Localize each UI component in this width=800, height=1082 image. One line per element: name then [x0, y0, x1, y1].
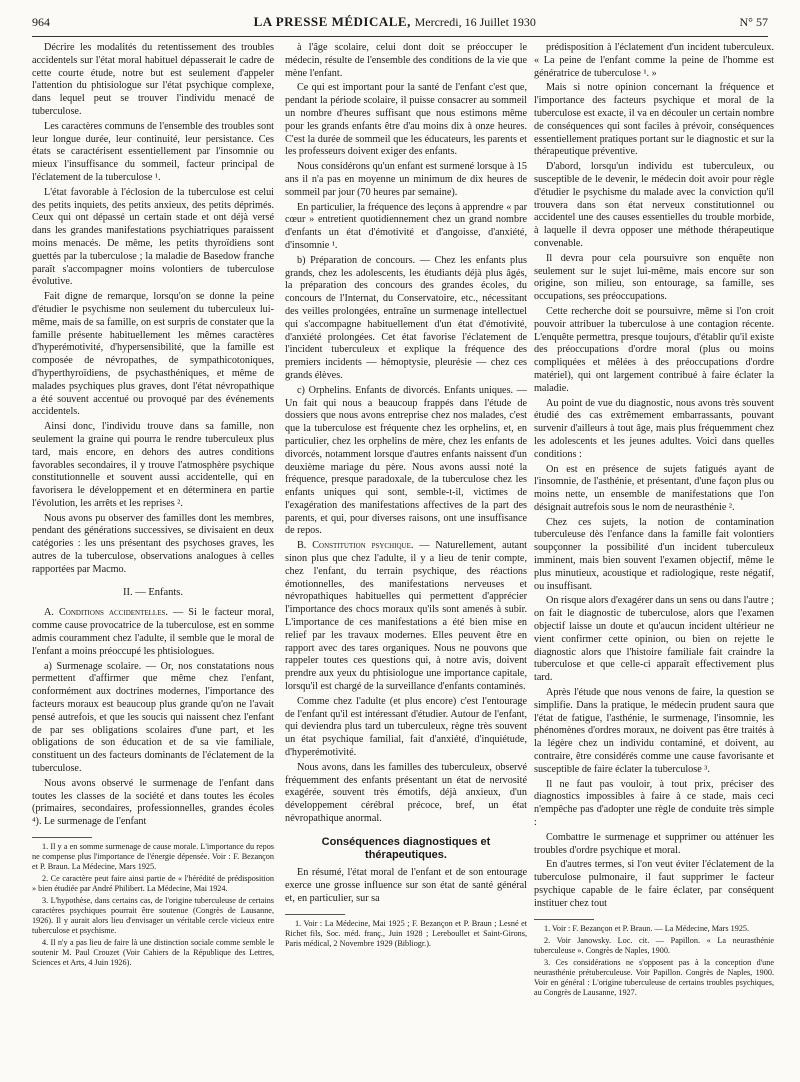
paragraph: Il ne faut pas vouloir, à tout prix, préciser des diagnostics impossibles à faire à ce stade, mais ceci n'empêche pas d'adopter une règle de conduite très simple :: [534, 778, 774, 829]
paragraph: Nous avons pu observer des familles dont les membres, pendant des générations successives, se divisaient en deux catégories : les uns présentant des psychoses graves, les autres de la tuberculose, observations analogues à celles rapportées par Macmo.: [32, 512, 274, 575]
journal-title: [254, 14, 536, 30]
paragraph: Nous considérons qu'un enfant est surmené lorsque à 15 ans il n'a pas en moyenne un minimum de dix heures de sommeil par jour (70 heures par semaine).: [285, 161, 527, 198]
paragraph-body: — Naturellement, autant sinon plus que chez l'adulte, il y a lieu de tenir compte, chez l'enfant, du terrain psychique, des réactions émotionnelles, des manifestations nerveuses et névropathiques habituelles qui permettent d'apprécier l'importance des chocs moraux qu'ils sont amenés à subir. L'importance de ces manifestations a été bien mise en relief par les travaux modernes. Elles peuvent être en rapport avec des tares organiques. Nous ne pouvons que rappeler toutes ces questions qui, à notre avis, doivent prendre aux yeux du phtisiologue une importance capitale, lorsqu'il est chargé de la surveillance d'enfants contaminés.: [285, 540, 527, 693]
paragraph: [285, 540, 527, 694]
paragraph: Nous avons observé le surmenage de l'enfant dans toutes les classes de la société et dans toutes les écoles (primaires, secondaires, professionnelles, grandes écoles ⁴). Le surmenage de l'enfant: [32, 777, 274, 828]
paragraph: Au point de vue du diagnostic, nous avons très souvent étudié des cas extrêmement embarrassants, pouvant survenir d'ailleurs à tout âge, mais plus fréquemment chez les adolescents et les jeunes adultes. Voici dans quelles conditions :: [534, 397, 774, 460]
paragraph: c) Orphelins. Enfants de divorcés. Enfants uniques. — Un fait qui nous a beaucoup frappés dans l'étude de dossiers que nous avons entreprise chez nos malades, c'est que la tuberculose est fréquente chez les orphelins, et, en particulier, chez les orphelins de mère, chez les enfants de divorcés, notamment lorsque d'autres enfants naissent d'un deuxième mariage du père. Nous avons aussi noté la fréquence, presque paradoxale, de la tuberculose chez les enfants uniques qui sont, semble-t-il, victimes de l'exagération des manifestations affectives de la part des parents, et qui, pour diverses raisons, ont une insuffisance de repos.: [285, 384, 527, 537]
footnote-rule: [534, 919, 594, 920]
paragraph: On est en présence de sujets fatigués ayant de l'insomnie, de l'asthénie, et présentant, d'une façon plus ou moins nette, un ensemble de manifestations que l'on désignait autrefois sous le nom de neurasthénie ².: [534, 463, 774, 513]
page-number: 964: [32, 15, 50, 29]
subsection-heading: Conséquences diagnostiques et thérapeutiques.: [321, 835, 491, 861]
paragraph: Comme chez l'adulte (et plus encore) c'est l'entourage de l'enfant qu'il est intéressant d'étudier. Autour de l'enfant, qui deviendra plus tard un tuberculeux, règne très souvent un état psychique familial, fait d'anxiété, d'inquiétude, d'hyperémotivité.: [285, 695, 527, 759]
footnote: 2. Voir Janowsky. Loc. cit. — Papillon. « La neurasthénie tuberculeuse ». Congrès de Naples, 1900.: [534, 935, 774, 955]
column-3: [534, 42, 774, 1068]
page-header: [32, 14, 768, 36]
paragraph: En particulier, la fréquence des leçons à apprendre « par cœur » entretient quotidiennement chez un grand nombre d'enfants un état d'émotivité et d'angoisse, d'anxiété, d'insomnie ¹.: [285, 201, 527, 251]
paragraph: Après l'étude que nous venons de faire, la question se simplifie. Dans la pratique, le médecin prudent saura que l'état de fatigue, l'asthénie, le surmenage, l'insomnie, les phénomènes d'ordres moraux, ne doivent pas être traités à la légère chez un individu contaminé, et doivent, au contraire, être considérés comme une cause favorisante et susceptible de faire éclater la tuberculose ³.: [534, 687, 774, 775]
footnote: 1. Voir : La Médecine, Mai 1925 ; F. Bezançon et P. Braun ; Lesné et Richet fils, Soc. méd. franç., Juin 1928 ; Lereboullet et Saint-Girons, Paris médical, 2 Novembre 1929 (Bibliogr.).: [285, 918, 527, 948]
paragraph-lead: B. Constitution psychique.: [297, 540, 414, 552]
column-1: [32, 42, 274, 1068]
issue-number: N° 57: [739, 15, 768, 29]
paragraph: Nous avons, dans les familles des tuberculeux, observé fréquemment des enfants présentant un état de nervosité exagérée, souvent très émotifs, déjà anxieux, d'un développement cérébral précoce, bref, un état névropathique anormal.: [285, 761, 527, 825]
footnote-rule: [32, 837, 92, 838]
paragraph: Ce qui est important pour la santé de l'enfant c'est que, pendant la période scolaire, il puisse consacrer au sommeil un nombre d'heures suffisant que nous estimons même pour les grands enfants être d'au moins dix à onze heures. C'est la durée de sommeil que les éducateurs, les parents et les professeurs doivent exiger des enfants.: [285, 82, 527, 158]
footnote: 1. Voir : F. Bezançon et P. Braun. — La Médecine, Mars 1925.: [544, 923, 750, 933]
paragraph: Fait digne de remarque, lorsqu'on se donne la peine d'étudier le psychisme non seulement du tuberculeux lui-même, mais de sa famille, on est surpris de constater que la famille présente habituellement les mêmes caractères d'hyperémotivité, d'hypersensibilité, que la famille est composée de névropathes, de sympathicotoniques, d'hyperthyroïdiens, de psychasthéniques, et même de malades psychiques plus graves, dont l'état névropathique a été souvent accentué ou provoqué par des événements accidentels.: [32, 291, 274, 418]
paragraph-body: — Si le facteur moral, comme cause provocatrice de la tuberculose, est en somme admis couramment chez l'adulte, il semble que le moral de l'enfant a moins préoccupé les phtisiologues.: [32, 607, 274, 657]
paragraph: Chez ces sujets, la notion de contamination tuberculeuse dès l'enfance dans la famille fait volontiers soupçonner la possibilité d'un incident tuberculeux imminent, mais bien souvent l'examen objectif, même le plus minutieux, acoustique et radiologique, reste négatif, ou insuffisant.: [534, 516, 774, 592]
footnote: 3. Ces considérations ne s'opposent pas à la conception d'une neurasthénie prétuberculeuse. Voir Papillon. Congrès de Naples, 1900. Voir en général : L'origine tuberculeuse de certains troubles psychiques, au Congrès de Lausanne, 1927.: [534, 957, 774, 997]
header-rule: [32, 36, 768, 37]
paragraph: L'état favorable à l'éclosion de la tuberculose est celui des petits inquiets, des petits anxieux, des petits déprimés. Ceux qui ont dépassé un certain stade et ont déjà versé dans les grandes manifestations psychiatriques paraissent moins menacés. De même, les petits thyroïdiens sont guettés par la tuberculose ; la maladie de Basedow franche paraît s'accompagner moins volontiers de tuberculose évolutive.: [32, 186, 274, 288]
paragraph: [32, 607, 274, 658]
paragraph: Décrire les modalités du retentissement des troubles accidentels sur l'état moral habituel dépasserait le cadre de cette courte étude, notre but est seulement d'appeler l'attention du phtisiologue sur l'état psychique complexe, dans lequel peut se trouver l'individu menacé de tuberculose.: [32, 42, 274, 117]
journal-name: LA PRESSE MÉDICALE,: [253, 14, 411, 29]
footnote-rule: [285, 914, 345, 915]
paragraph: a) Surmenage scolaire. — Or, nos constatations nous permettent d'affirmer que même chez l'enfant, conformément aux doctrines modernes, l'importance des facteurs moraux est beaucoup plus grande qu'on ne l'avait pensé autrefois, et que les soucis qui naissent chez l'enfant de par ses obligations scolaires d'une part, et les obligations de son éducation et de sa vie familiale, constituent un des facteurs dominants de l'éclatement de la tuberculose.: [32, 660, 274, 775]
column-2: [285, 42, 527, 1068]
issue-date: Mercredi, 16 Juillet 1930: [414, 15, 536, 29]
paragraph: Il devra pour cela poursuivre son enquête non seulement sur le sujet lui-même, mais encore sur son origine, son milieu, son entourage, sa famille, ses occupations, ses préoccupations.: [534, 252, 774, 303]
paragraph-lead: A. Conditions accidentelles.: [44, 607, 168, 619]
footnote: 3. L'hypothèse, dans certains cas, de l'origine tuberculeuse de certains caractères psychiques pourrait être soutenue (Congrès de Lausanne, 1926). Il y aurait alors lieu d'envisager un véritable cercle vicieux entre tuberculose et psychisme.: [32, 896, 274, 936]
paragraph: On risque alors d'exagérer dans un sens ou dans l'autre ; on fait le diagnostic de tuberculose, alors que l'examen objectif laisse un doute et qu'aucun incident ultérieur ne vient confirmer cette opinion, ou bien on rejette le diagnostic alors que l'histoire familiale fait craindre la tuberculose et que celle-ci apparaît effectivement plus tard.: [534, 595, 774, 684]
paragraph: En d'autres termes, si l'on veut éviter l'éclatement de la tuberculose pulmonaire, il faut supprimer le facteur psychique capable de le faire éclater, par conséquent instituer chez tout: [534, 859, 774, 909]
paragraph: Les caractères communs de l'ensemble des troubles sont leur longue durée, leur continuité, leur persistance. Ces états se caractérisent essentiellement par l'insomnie ou mieux l'insuffisance du sommeil, facteur principal de l'éclatement de la tuberculose ¹.: [32, 120, 274, 183]
paragraph: à l'âge scolaire, celui dont doit se préoccuper le médecin, résulte de l'ensemble des conditions de la vie que mène l'enfant.: [285, 42, 527, 79]
paragraph: En résumé, l'état moral de l'enfant et de son entourage exerce une grosse influence sur son état de santé général et, en particulier, sur sa: [285, 867, 527, 904]
section-heading: II. — Enfants.: [122, 586, 184, 598]
footnote: 4. Il n'y a pas lieu de faire là une distinction sociale comme semble le soutenir M. Paul Crouzet (Voir Cahiers de la République des Lettres, Sciences et Arts, 4 Juin 1926).: [32, 938, 274, 968]
paragraph: Ainsi donc, l'individu trouve dans sa famille, non seulement la graine qui pourra le rendre tuberculeux plus tard, mais encore, en dehors des autres conditions favorables secondaires, il y trouve l'atmosphère psychique constitutionnelle et souvent aussi accidentelle, qui en favorisera le développement et en déterminera en partie l'évolution, les arrêts et les reprises ².: [32, 421, 274, 509]
paragraph: b) Préparation de concours. — Chez les enfants plus grands, chez les adolescents, les étudiants déjà plus âgés, la préparation des concours des grandes écoles, du concours de l'Internat, du Conservatoire, etc., nécessitant des veilles prolongées, entraîne un surmenage intellectuel qui s'accompagne habituellement d'un état d'émotivité, d'anxiété prolongées. Cet état favorise l'éclatement de l'incident tuberculeux et explique la fréquence des premiers incidents — hémoptysie, pleurésie — chez ces grands élèves.: [285, 254, 527, 381]
footnote: 1. Il y a en somme surmenage de cause morale. L'importance du repos ne compense plus l'importance de l'énergie dépensée. Voir : F. Bezançon et P. Braun. La Médecine, Mars 1925.: [32, 842, 274, 872]
paragraph: prédisposition à l'éclatement d'un incident tuberculeux. « La peine de l'enfant comme la peine de l'homme est génératrice de tuberculose ¹. »: [534, 42, 774, 79]
paragraph: Combattre le surmenage et supprimer ou atténuer les troubles d'ordre psychique et moral.: [534, 831, 774, 856]
paragraph: Mais si notre opinion concernant la fréquence et l'importance des facteurs psychique et moral de la tuberculose est exacte, il va en découler un certain nombre de conséquences qui sont faciles à prévoir, conséquences essentiellement pratiques portant sur le diagnostic et sur la thérapeutique préventive.: [534, 82, 774, 158]
footnote: 2. Ce caractère peut faire ainsi partie de « l'hérédité de prédisposition » bien étudiée par André Philibert. La Médecine, Mai 1924.: [32, 874, 274, 894]
paragraph: D'abord, lorsqu'un individu est tuberculeux, ou susceptible de le devenir, le médecin doit avoir pour règle d'étudier le psychisme du malade avec la conviction qu'il trouvera dans son état nerveux constitutionnel ou accidentel une des causes essentielles du trouble morbide, à laquelle il devra opposer une méthode thérapeutique convenable.: [534, 161, 774, 249]
paragraph: Cette recherche doit se poursuivre, même si l'on croit pouvoir attribuer la tuberculose à une contagion récente. L'enquête permettra, presque toujours, d'établir qu'il existe des préoccupations d'ordre moral (plus ou moins compliquées et mêlées à des préoccupations d'ordre matériel), qui ont largement contribué à faire éclater la maladie.: [534, 305, 774, 394]
